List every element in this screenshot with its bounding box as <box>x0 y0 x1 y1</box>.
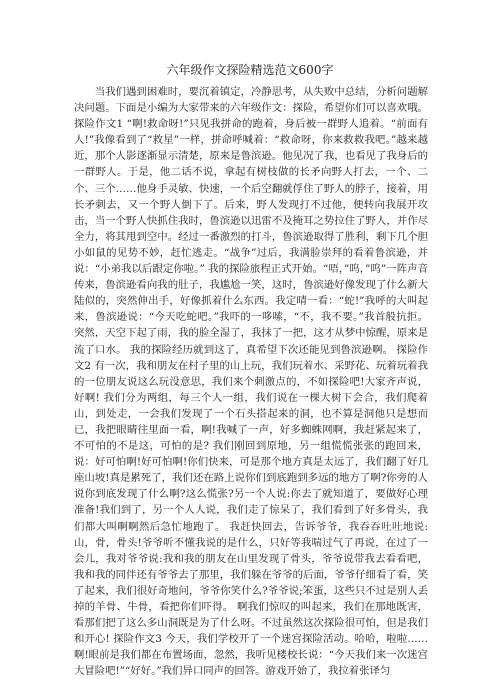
document-body <box>74 84 428 678</box>
body-paragraph: 当我们遇到困难时，要沉着镇定，冷静思考，从失败中总结，分析问题解决问题。下面是小编为大家带来的六年级作文：探险，希望你们可以喜欢哦。 探险作文1 “啊!救命呀!”只见我拼命的跑着，身后被一群野人追着。“前面有人!”我像看到了“救星”一样，拼命呼喊着：“救命呀，你来救救我吧。”越来越近，那个人影逐渐显示清楚，原来是鲁滨逊。他见况了我，也看见了我身后的一群野人。于是，他二话不说，拿起有树枝做的长矛向野人打去，一个、二个、三个……他身手灵敏、快速，一个后空翻就俘住了野人的脖子，接着，用长矛刺去，又一个野人倒下了。后来，野人发现打不过他，便转向我展开攻击，当一个野人快抓住我时，鲁滨逊以迅雷不及掩耳之势拉住了野人，并作尽全力，将其甩到空中。经过一番激烈的打斗，鲁滨逊取得了胜利，剩下几个胆小如鼠的见势不妙，赶忙逃走。“战争”过后，我满脸崇拜的看着鲁滨逊，并说：“小弟我以后跟定你啦。” 我的探险旅程正式开始。“唔，”呜，”呜”一阵声音传来，鲁滨逊看向我的肚子，我尴尬一笑，这时，鲁滨逊好像发现了什么新大陆似的，突然伸出手，好像抓着什么东西。我定晴一看：“蛇!”我呼的大叫起来，鲁滨逊说：“今天吃蛇吧。”我吓的一哆嗦，“不，我不要。”我首般抗拒。 突然，天空下起了雨，我的脸全湿了，我抹了一把，这才从梦中惊醒，原来是流了口水。 我的探险经历就到这了，真希望下次还能见到鲁滨逊啊。 探险作文2 有一次，我和朋友在村子里的山上玩，我们玩着水、采野花、玩着玩着我的一位朋友说这么玩没意思，我们来个刺激点的，不如探险吧!大家齐声说，好啊! 我们分为两组，每三个人一组，我们说在一棵大树下会合，我们爬着山，到处走，一会我们发现了一个石头搭起来的洞，也不算是洞他只是想而已，我把眼睛往里面一看，啊!我喊了一声，好多蜘蛛网啊，我赶紧起来了，不可怕的不是这，可怕的是? 我们刚回到原地，另一组慌慌张张的跑回来，说：好可怕啊!好可怕啊!你们快来，可是那个地方真是太远了，我们翻了好几座山坡!真是累死了，我们还在路上说你们到底跑到多远的地方了啊?你旁的人说你到底发现了什么啊?这么慌张?另一个人说:你去了就知道了，要做好心理准备!我们到了，另一个人人说，我们走了惊呆了，我们看到了好多骨头，我们都大叫啊啊然后急忙地跑了。 我赶快回去，告诉爷爷，我吞吞吐吐地说:山，骨，骨头!爷爷听不懂我说的是什么，只好等我喘过气了再说，在过了一会儿，我对爷爷说:我和我的朋友在山里发现了骨头，爷爷说带我去看看吧，我和我的同伴还有爷爷去了那里，我们躲在爷爷的后面，爷爷仔细看了看，笑了起来，我们很好奇地问，爷爷你笑什么?爷爷说;笨蛋，这些只不过是别人丢掉的羊骨、牛骨，看把你们吓得。 啊我们惊叹的叫起来，我们在那地既害，看那们把了这么多山洞既是为了什么呀。不过虽然这次探险很可怕，但是我们和开心! 探险作文3 今天，我们学校开了一个迷宫探险活动。哈哈，啦啦……啊!眼前是我们都在布置场面，忽然，我听见楼校长说：“今天我们来一次迷宫大冒险吧!”“好好。”我们异口同声的回答。游戏开始了，我拉着张译匀 <box>74 86 428 678</box>
document-title: 六年级作文探险精选范文600字 <box>166 63 334 77</box>
